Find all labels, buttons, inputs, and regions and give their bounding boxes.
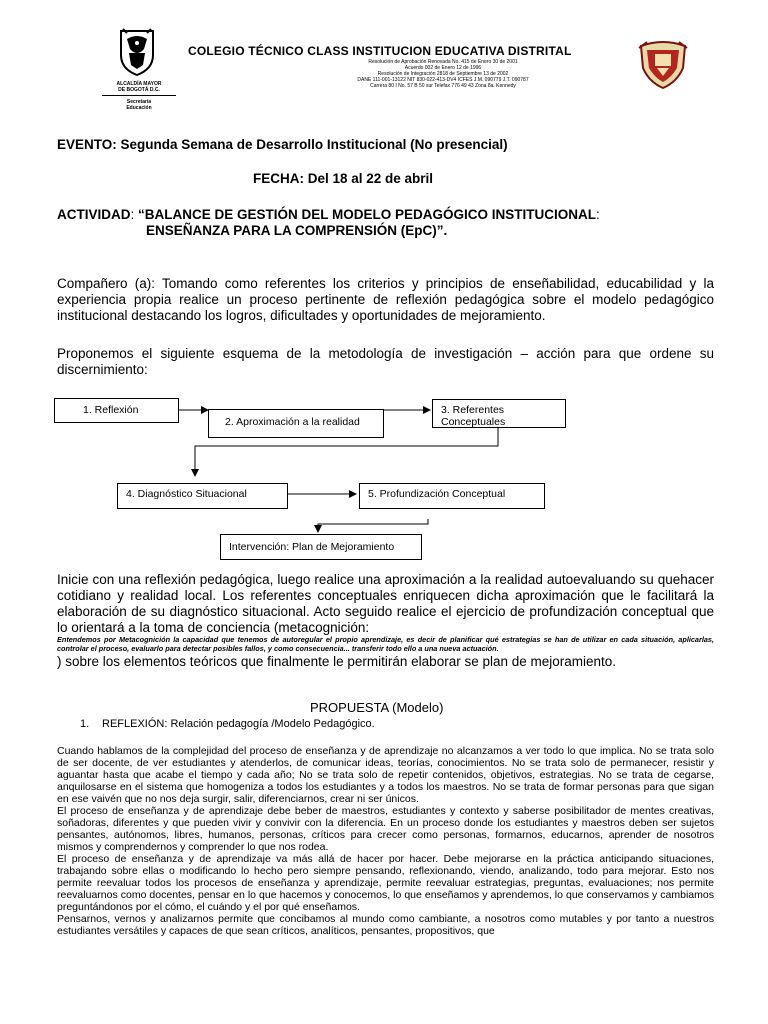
box-profundizacion-label: 5. Profundización Conceptual <box>368 488 506 500</box>
box-referentes-label: 3. Referentes Conceptuales <box>441 404 506 428</box>
resolution-line: DANE 111-001-13122 NIT 830-022-413-DV4 ICFES J.M. 090779 J.T. 090787 <box>357 77 529 84</box>
box-intervencion-label: Intervención: Plan de Mejoramiento <box>229 541 395 553</box>
intro-paragraph-1: Compañero (a): Tomando como referentes los criterios y principios de enseñabilidad, educabilidad y la experiencia propia realice un proceso pertinente de reflexión pedagógica sobre el modelo pedagógico institucional destacando los logros, dificultades y oportunidades de mejoramiento. <box>57 276 714 323</box>
propuesta-title: PROPUESTA (Modelo) <box>310 700 444 715</box>
box-diagnostico-label: 4. Diagnóstico Situacional <box>126 488 247 500</box>
body2-paragraph-3: El proceso de enseñanza y de aprendizaje va más allá de hacer por hacer. Debe mejorarse en la práctica anticipando situaciones, trabajando sobre ellas o modificando lo hecho pero siempre pensando, reflexionando, viendo, analizando, todo para mejorar. Esto nos permite reevaluar todos los procesos de enseñanza y aprendizaje, permite reevaluar estrategias, preguntas, evaluaciones; nos permite reevaluarnos como docentes, pensar en lo que hacemos y conocemos, lo que enseñamos y aprendemos, lo que conservamos y cambiamos preguntándonos por el cómo, el cuándo y el por qué enseñamos. <box>57 853 714 913</box>
diagram-box-reflexion <box>54 398 179 423</box>
body2-paragraph-1: Cuando hablamos de la complejidad del proceso de enseñanza y de aprendizaje no alcanzamos a ver todo lo que implica. No se trata solo de ser docente, de ver estudiantes y atenderlos, de comunicar ideas, teorías, conocimientos. No se trata solo de permanecer, resistir y aguantar hasta que acabe el tiempo y cada año; No se trata solo de repetir contenidos, objetivos, estrategias. No se trata de cegarse, anquilosarse en el sistema que homogeniza a todos los estudiantes y a todos los maestros. No se trata de formar personas para que sigan en ese vaivén que no nos deja surgir, salir, diferenciarnos, crear ni ser únicos. <box>57 745 714 805</box>
diagram-box-diagnostico <box>117 483 288 509</box>
resolution-line: Resolución de Aprobación Renovada No. 415 de Enero 30 de 2001 <box>368 59 518 65</box>
diagram-box-aproximacion <box>208 409 384 438</box>
box-aproximacion-label: Aproximación a la realidad <box>233 416 360 428</box>
resolution-line: Carrera 80 I No. 57 B 50 sur Telefax 776 49 43 Zona 8a. Kennedy <box>370 83 516 90</box>
propuesta-item-number: 1. <box>80 718 90 730</box>
actividad-line1: ACTIVIDAD: “BALANCE DE GESTIÓN DEL MODELO PEDAGÓGICO INSTITUCIONAL: <box>57 207 600 222</box>
actividad-title: “BALANCE DE GESTIÓN DEL MODELO PEDAGÓGICO INSTITUCIONAL <box>138 207 597 222</box>
diagram-box-referentes <box>432 399 566 428</box>
alcaldia-line2: DE BOGOTÁ D.C. <box>118 87 160 93</box>
alcaldia-line1: ALCALDÍA MAYOR <box>116 81 162 87</box>
body1-block <box>57 572 714 670</box>
body1-text-a: Inicie con una reflexión pedagógica, luego realice una aproximación a la realidad autoevaluando su quehacer cotidiano y realidad local. Los referentes conceptuales enriquecen dicha aproximación que le facilitará la elaboración de su diagnóstico situacional. Acto seguido realice el ejercicio de profundización conceptual que lo orientará a la toma de conciencia (metacognición: <box>57 572 714 635</box>
evento-line: EVENTO: Segunda Semana de Desarrollo Institucional (No presencial) <box>57 137 508 152</box>
actividad-label: ACTIVIDAD <box>57 207 131 222</box>
body2-block <box>57 745 714 937</box>
body2-paragraph-4: Pensarnos, vernos y analizarnos permite que concibamos al mundo como cambiante, a nosotros como mutables y por tanto a nuestros estudiantes versátiles y capaces de que sean críticos, analíticos, pensantes, propositivos, que <box>57 913 714 937</box>
diagram-box-intervencion <box>220 534 422 560</box>
resolution-line: Resolución de Integración 2818 de Septiembre 13 de 2002 <box>377 71 509 78</box>
body1-text-b: ) sobre los elementos teóricos que finalmente le permitirán elaborar se plan de mejoramiento. <box>57 653 617 669</box>
intro-paragraph-2: Proponemos el siguiente esquema de la metodología de investigación – acción para que ordene su discernimiento: <box>57 346 714 377</box>
box-reflexion-label: 1. Reflexión <box>83 404 139 416</box>
propuesta-item-label: REFLEXIÓN: Relación pedagogía /Modelo Pedagógico. <box>102 718 375 730</box>
fecha-line: FECHA: Del 18 al 22 de abril <box>253 171 434 186</box>
resolution-line: Acuerdo 002 de Enero 12 de 1996 <box>404 65 482 72</box>
educacion-line: Educación <box>126 105 152 111</box>
diagram-box-profundizacion <box>359 483 545 509</box>
secretaria-line: Secretaría <box>126 99 152 105</box>
metacognicion-footnote: Entendemos por Metacognición la capacidad que tenemos de autoregular el propio aprendizaje, es decir de planificar qué estrategias se han de utilizar en cada situación, aplicarlas, controlar el proceso, evaluarlo para detectar posibles fallos, y como consecuencia... transferir todo ello a una nueva actuación. <box>57 635 714 654</box>
school-title: COLEGIO TÉCNICO CLASS INSTITUCION EDUCATIVA DISTRITAL <box>188 44 572 58</box>
propuesta-item-1 <box>80 718 375 730</box>
box-aproximacion-number: 2. <box>225 416 234 428</box>
body2-paragraph-2: El proceso de enseñanza y de aprendizaje debe beber de maestros, estudiantes y contexto y saberse posibilitador de mentes creativas, soñadoras, diferentes y que pueden vivir y convivir con la diferencia. En un proceso donde los estudiantes y maestros deben ser sujetos pensantes, autónomos, libres, humanos, personas, críticos para crecer como personas, formarnos, educarnos, aprender de nosotros mismos y comprendernos y comprender lo que nos rodea. <box>57 805 714 853</box>
actividad-line2: ENSEÑANZA PARA LA COMPRENSIÓN (EpC)”. <box>146 223 448 238</box>
